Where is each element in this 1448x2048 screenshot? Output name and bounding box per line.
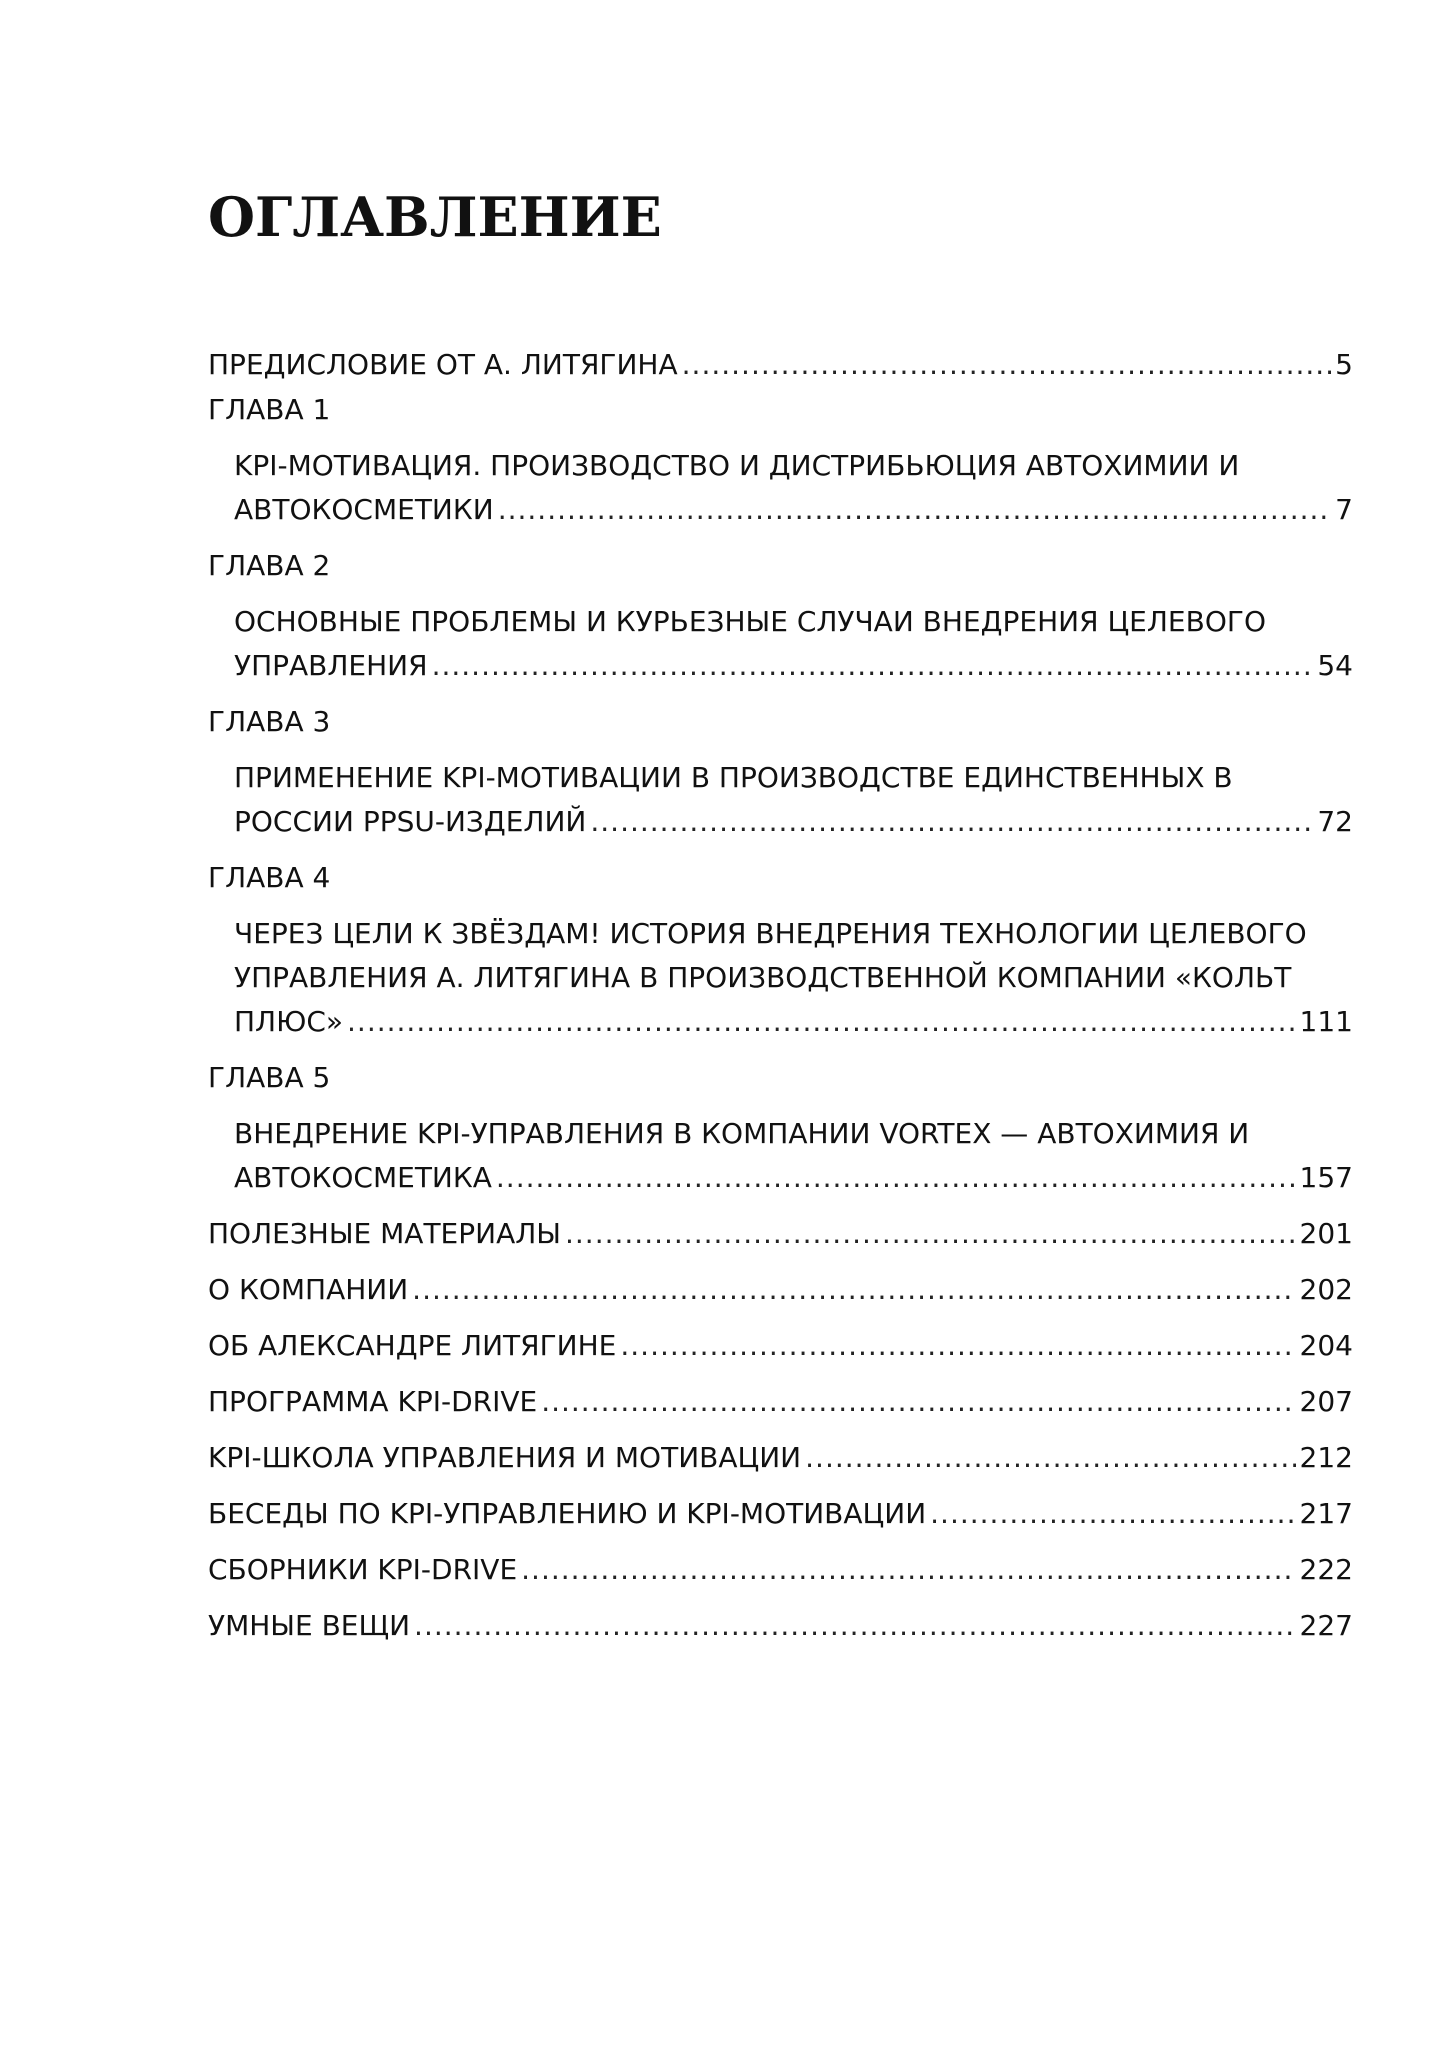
toc-entry-label: О КОМПАНИИ: [208, 1273, 409, 1306]
toc-entry-chapter-4[interactable]: [234, 999, 1353, 1045]
dot-leader: [414, 1603, 1296, 1649]
dot-leader: [620, 1323, 1295, 1369]
toc-page-number: 222: [1299, 1553, 1353, 1586]
toc-page-number: 204: [1299, 1329, 1353, 1362]
toc-entry-label: KPI-ШКОЛА УПРАВЛЕНИЯ И МОТИВАЦИИ: [208, 1441, 802, 1474]
dot-leader: [930, 1491, 1295, 1537]
toc-entry-collections[interactable]: [208, 1547, 1353, 1593]
dot-leader: [682, 342, 1332, 388]
toc-page-number: 207: [1299, 1385, 1353, 1418]
toc-entry-school[interactable]: [208, 1435, 1353, 1481]
dot-leader: [432, 643, 1314, 689]
toc-entry-chapter-1-line1[interactable]: KPI-МОТИВАЦИЯ. ПРОИЗВОДСТВО И ДИСТРИБЬЮЦИЯ АВТОХИМИИ И: [234, 449, 1240, 482]
toc-page-number: 157: [1299, 1161, 1353, 1194]
dot-leader: [496, 1155, 1296, 1201]
dot-leader: [541, 1379, 1295, 1425]
toc-entry-program[interactable]: [208, 1379, 1353, 1425]
toc-entry-chapter-4-line1[interactable]: ЧЕРЕЗ ЦЕЛИ К ЗВЁЗДАМ! ИСТОРИЯ ВНЕДРЕНИЯ ТЕХНОЛОГИИ ЦЕЛЕВОГО: [234, 917, 1307, 950]
toc-entry-label: АВТОКОСМЕТИКИ: [234, 493, 494, 526]
toc-entry-label: ПОЛЕЗНЫЕ МАТЕРИАЛЫ: [208, 1217, 561, 1250]
toc-entry-chapter-3[interactable]: [234, 799, 1353, 845]
toc-entry-label: УМНЫЕ ВЕЩИ: [208, 1609, 411, 1642]
dot-leader: [805, 1435, 1295, 1481]
toc-entry-about-company[interactable]: [208, 1267, 1353, 1313]
dot-leader: [590, 799, 1313, 845]
toc-page-number: 202: [1299, 1273, 1353, 1306]
toc-page-number: 212: [1299, 1441, 1353, 1474]
toc-entry-chapter-3-line1[interactable]: ПРИМЕНЕНИЕ KPI-МОТИВАЦИИ В ПРОИЗВОДСТВЕ ЕДИНСТВЕННЫХ В: [234, 761, 1233, 794]
chapter-3-heading: ГЛАВА 3: [208, 705, 331, 738]
chapter-5-heading: ГЛАВА 5: [208, 1061, 331, 1094]
chapter-2-heading: ГЛАВА 2: [208, 549, 331, 582]
dot-leader: [565, 1211, 1296, 1257]
toc-entry-label: ПЛЮС»: [234, 1005, 344, 1038]
toc-entry-talks[interactable]: [208, 1491, 1353, 1537]
toc-entry-label: ПРЕДИСЛОВИЕ ОТ А. ЛИТЯГИНА: [208, 348, 678, 381]
toc-entry-smart-things[interactable]: [208, 1603, 1353, 1649]
toc-entry-chapter-2-line1[interactable]: ОСНОВНЫЕ ПРОБЛЕМЫ И КУРЬЕЗНЫЕ СЛУЧАИ ВНЕДРЕНИЯ ЦЕЛЕВОГО: [234, 605, 1266, 638]
toc-page-number: 72: [1317, 805, 1353, 838]
toc-entry-label: БЕСЕДЫ ПО KPI-УПРАВЛЕНИЮ И KPI-МОТИВАЦИИ: [208, 1497, 927, 1530]
page-title: ОГЛАВЛЕНИЕ: [208, 185, 662, 249]
toc-page-number: 7: [1335, 493, 1353, 526]
toc-entry-chapter-5-line1[interactable]: ВНЕДРЕНИЕ KPI-УПРАВЛЕНИЯ В КОМПАНИИ VORTEX — АВТОХИМИЯ И: [234, 1117, 1250, 1150]
dot-leader: [347, 999, 1296, 1045]
toc-entry-label: ПРОГРАММА KPI-DRIVE: [208, 1385, 538, 1418]
toc-entry-label: УПРАВЛЕНИЯ: [234, 649, 428, 682]
toc-entry-useful-materials[interactable]: [208, 1211, 1353, 1257]
toc-page-number: 227: [1299, 1609, 1353, 1642]
toc-page-number: 217: [1299, 1497, 1353, 1530]
chapter-4-heading: ГЛАВА 4: [208, 861, 331, 894]
toc-entry-chapter-2[interactable]: [234, 643, 1353, 689]
toc-entry-chapter-4-line2[interactable]: УПРАВЛЕНИЯ А. ЛИТЯГИНА В ПРОИЗВОДСТВЕННОЙ КОМПАНИИ «КОЛЬТ: [234, 961, 1292, 994]
toc-entry-label: АВТОКОСМЕТИКА: [234, 1161, 492, 1194]
toc-entry-chapter-5[interactable]: [234, 1155, 1353, 1201]
toc-page-number: 54: [1317, 649, 1353, 682]
toc-page-number: 201: [1299, 1217, 1353, 1250]
toc-page-number: 5: [1335, 348, 1353, 381]
chapter-1-heading: ГЛАВА 1: [208, 393, 331, 426]
dot-leader: [498, 487, 1331, 533]
toc-entry-about-author[interactable]: [208, 1323, 1353, 1369]
dot-leader: [412, 1267, 1295, 1313]
toc-entry-preface[interactable]: [208, 342, 1353, 388]
toc-entry-label: РОССИИ PPSU-ИЗДЕЛИЙ: [234, 805, 587, 838]
toc-entry-chapter-1[interactable]: [234, 487, 1353, 533]
toc-page-number: 111: [1299, 1005, 1353, 1038]
toc-entry-label: ОБ АЛЕКСАНДРЕ ЛИТЯГИНЕ: [208, 1329, 617, 1362]
dot-leader: [521, 1547, 1295, 1593]
toc-entry-label: СБОРНИКИ KPI-DRIVE: [208, 1553, 518, 1586]
